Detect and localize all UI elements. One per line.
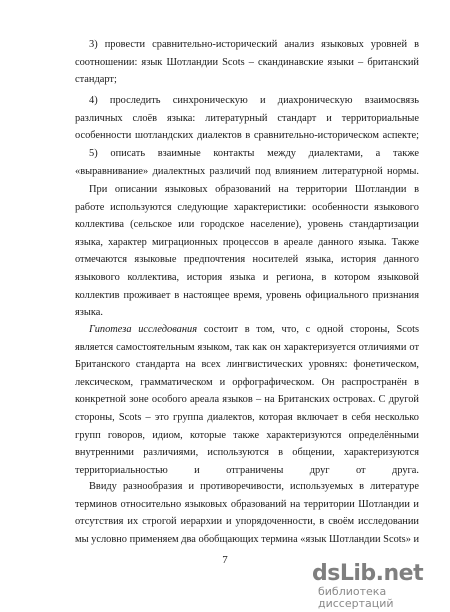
text-line: терминов относительно языковых образований на территории Шотландии и [75, 498, 419, 510]
text-line: мы условно применяем два обобщающих термина «язык Шотландии Scots» и [75, 533, 420, 545]
text-line: лексическом, грамматическом и орфографическом. Он распространён в [75, 376, 419, 388]
text-line: «выравнивание» диалектных различий под влиянием литературной нормы. [75, 165, 419, 177]
text-line: языкового коллектива, история языка и региона, в котором языковой [75, 271, 419, 283]
watermark [312, 562, 450, 610]
text-line: различных слоёв языка: литературный стандарт и территориальные [75, 112, 419, 124]
text-line: 4) проследить синхроническую и диахроническую взаимосвязь [89, 95, 419, 106]
text-line: коллектив проживает в настоящее время, уровень официального признания [75, 289, 419, 301]
text-line: работе используются следующие характеристики: особенности языкового [75, 201, 419, 213]
paragraph-hypothesis [75, 321, 419, 479]
paragraph-task-3 [75, 36, 419, 89]
text-line: При описании языковых образований на территории Шотландии в [89, 184, 419, 195]
text-line: языка, характер миграционных процессов в ареале данного языка. Также [75, 236, 419, 248]
paragraph-task-5 [75, 145, 419, 180]
watermark-subtitle: библиотека диссертаций [318, 585, 394, 610]
paragraph-characteristics [75, 181, 419, 322]
text-line: языка. [75, 307, 103, 319]
text-line: стандарт; [75, 74, 117, 86]
text-line: 5) описать взаимные контакты между диалектами, а также [89, 148, 419, 159]
text-line: Ввиду разнообразия и противоречивости, используемых в литературе [89, 481, 419, 492]
paragraph-terms [75, 478, 419, 548]
text-line: конкретной зоне особого ареала языков – на Британских островах. С другой [75, 394, 419, 406]
text-line: стороны, Scots – это группа диалектов, которая включает в себя несколько [75, 411, 419, 423]
text-line: особенности шотландских диалектов в сравнительно-историческом аспекте; [75, 130, 419, 142]
page-number: 7 [222, 554, 228, 566]
watermark-logo: dsLib.net [312, 561, 424, 586]
text-fragment: состоит в том, что, с одной стороны, Scots [197, 324, 420, 335]
text-line: является самостоятельным языком, так как он характеризуется отличиями от [75, 341, 419, 353]
text-line: групп говоров, идиом, которые также характеризуются определёнными [75, 429, 419, 441]
text-line: коллектива (сельское или городское население), уровень стандартизации [75, 219, 419, 231]
text-line: Британского стандарта на всех лингвистических уровнях: фонетическом, [75, 359, 419, 371]
hypothesis-term: Гипотеза исследования [89, 324, 198, 335]
text-line: отмечаются языковые предпочтения носителей языка, история данного [75, 254, 419, 266]
paragraph-task-4 [75, 92, 419, 145]
text-line [75, 321, 419, 339]
text-line: внутренними различиями, используются в общении, характеризуются [75, 447, 419, 459]
text-line: соотношении: язык Шотландии Scots – скандинавские языки – британский [75, 56, 419, 68]
text-line: отсутствия их строгой иерархии и упорядоченности, в своём исследовании [75, 516, 419, 528]
text-line: территориальностью и отграничены друг от друга. [75, 464, 419, 476]
text-line: 3) провести сравнительно-исторический анализ языковых уровней в [89, 39, 419, 50]
